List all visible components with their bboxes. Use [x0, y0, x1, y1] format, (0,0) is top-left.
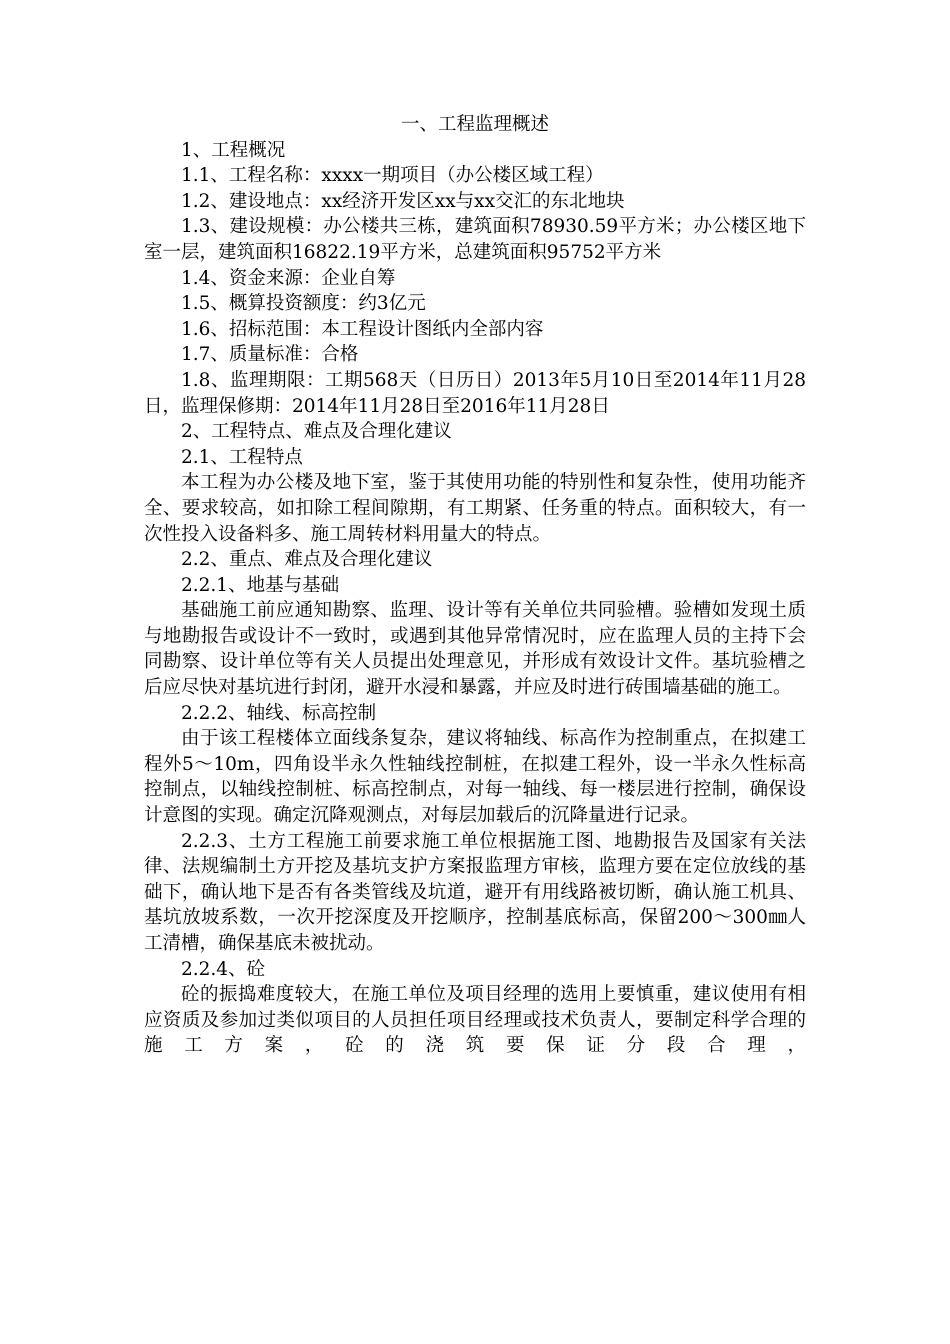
item-supervision-period: 1.8、监理期限：工期568天（日历日）2013年5月10日至2014年11月28日，监理保修期：2014年11月28日至2016年11月28日 — [144, 369, 806, 417]
paragraph-axis-elevation: 由于该工程楼体立面线条复杂，建议将轴线、标高作为控制重点，在拟建工程外5～10m，四角设半永久性轴线控制桩，在拟建工程外，设一半永久性标高控制点，以轴线控制桩、标高控制点，对每一轴线、每一楼层进行控制，确保设计意图的实现。确定沉降观测点，对每层加载后的沉降量进行记录。 — [144, 728, 806, 827]
heading-features-difficulties: 2、工程特点、难点及合理化建议 — [181, 421, 452, 443]
item-quality-standard: 1.7、质量标准：合格 — [181, 344, 359, 366]
paragraph-concrete: 砼的振捣难度较大，在施工单位及项目经理的选用上要慎重，建议使用有相应资质及参加过类似项目的人员担任项目经理或技术负责人，要制定科学合理的施工方案，砼的浇筑要保证分段合理， — [144, 984, 806, 1057]
item-investment: 1.5、概算投资额度：约3亿元 — [181, 293, 426, 315]
paragraph-project-features: 本工程为办公楼及地下室，鉴于其使用功能的特别性和复杂性，使用功能齐全、要求较高，如扣除工程间隙期，有工期紧、任务重的特点。面积较大，有一次性投入设备料多、施工周转材料用量大的特点。 — [144, 472, 806, 545]
heading-foundation: 2.2.1、地基与基础 — [181, 574, 340, 596]
heading-concrete: 2.2.4、砼 — [181, 958, 266, 980]
paragraph-foundation: 基础施工前应通知勘察、监理、设计等有关单位共同验槽。验槽如发现土质与地勘报告或设计不一致时，或遇到其他异常情况时，应在监理人员的主持下会同勘察、设计单位等有关人员提出处理意见，并形成有效设计文件。基坑验槽之后应尽快对基坑进行封闭，避开水浸和暴露，并应及时进行砖围墙基础的施工。 — [144, 600, 806, 699]
item-project-name: 1.1、工程名称：xxxx一期项目（办公楼区域工程） — [181, 165, 604, 187]
heading-project-overview: 1、工程概况 — [181, 139, 286, 161]
item-bid-scope: 1.6、招标范围：本工程设计图纸内全部内容 — [181, 318, 544, 340]
item-location: 1.2、建设地点：xx经济开发区xx与xx交汇的东北地块 — [181, 190, 625, 212]
item-scale: 1.3、建设规模：办公楼共三栋，建筑面积78930.59平方米；办公楼区地下室一层，建筑面积16822.19平方米，总建筑面积95752平方米 — [144, 216, 806, 263]
heading-project-features: 2.1、工程特点 — [181, 446, 303, 468]
item-funding: 1.4、资金来源：企业自筹 — [181, 267, 396, 289]
heading-axis-elevation: 2.2.2、轴线、标高控制 — [181, 702, 377, 724]
paragraph-earthwork: 2.2.3、土方工程施工前要求施工单位根据施工图、地勘报告及国家有关法律、法规编制土方开挖及基坑支护方案报监理方审核，监理方要在定位放线的基础下，确认地下是否有各类管线及坑道，避开有用线路被切断，确认施工机具、基坑放坡系数，一次开挖深度及开挖顺序，控制基底标高，保留200～300㎜人工清槽，确保基底未被扰动。 — [144, 830, 806, 954]
section-title: 一、工程监理概述 — [400, 114, 549, 135]
document-page — [144, 112, 806, 1059]
heading-key-points: 2.2、重点、难点及合理化建议 — [181, 549, 433, 571]
